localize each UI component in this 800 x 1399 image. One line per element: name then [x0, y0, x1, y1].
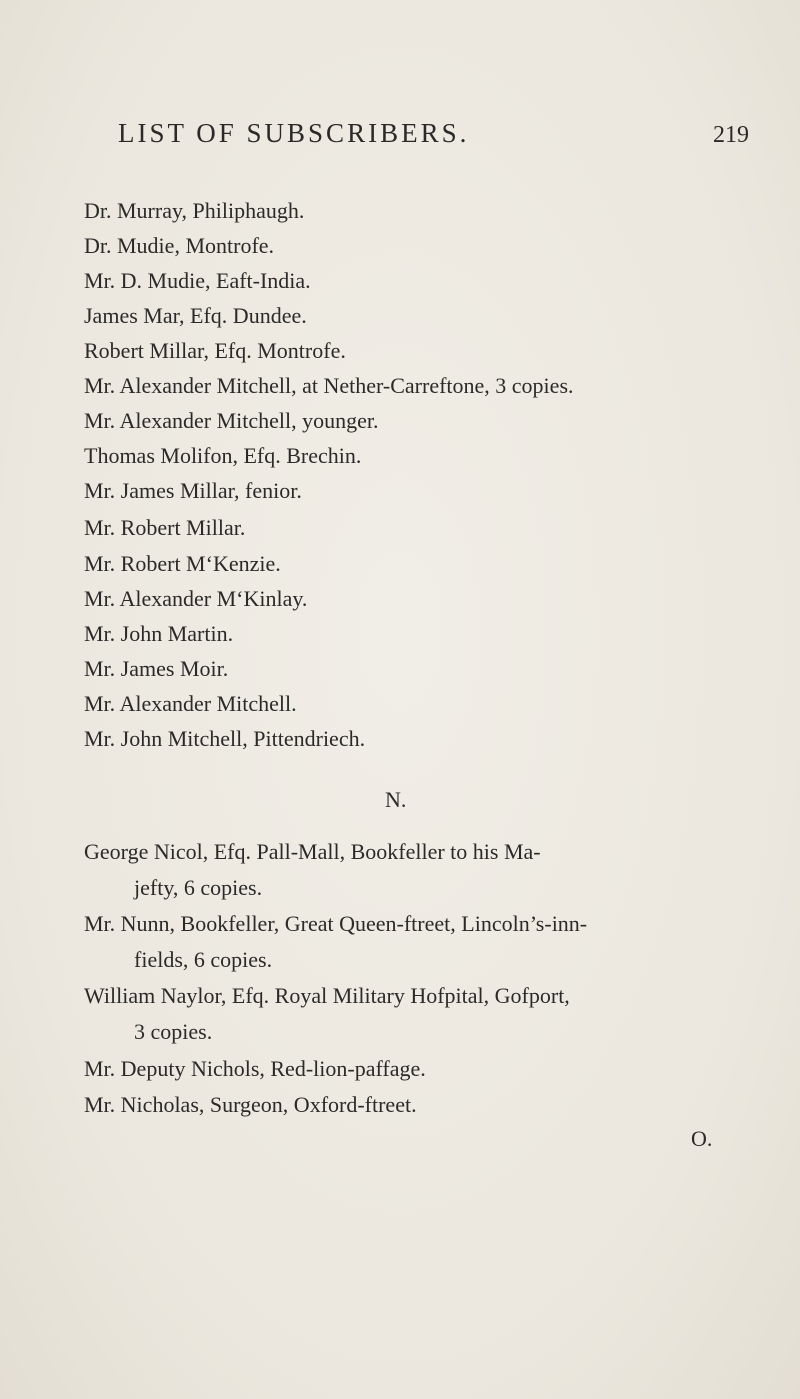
- subscriber-entry-continuation: fields, 6 copies.: [134, 947, 273, 972]
- subscriber-entry: Dr. Mudie, Montrofe.: [84, 233, 275, 258]
- subscriber-entry: Mr. Alexander Mitchell, younger.: [84, 408, 379, 433]
- subscriber-entry: Mr. James Millar, fenior.: [84, 478, 302, 503]
- page-title: LIST OF SUBSCRIBERS.: [118, 118, 470, 148]
- subscriber-entry: Mr. Alexander Mitchell.: [84, 691, 297, 716]
- subscriber-entry: Mr. John Mitchell, Pittendriech.: [84, 726, 366, 751]
- subscriber-entry: Mr. Nunn, Bookfeller, Great Queen-ftreet, Lincoln’s-inn-: [84, 911, 588, 936]
- catchword: O.: [691, 1126, 713, 1151]
- subscriber-entry: Mr. John Martin.: [84, 621, 234, 646]
- running-header: [0, 118, 800, 158]
- subscriber-entry: Mr. Alexander Mitchell, at Nether-Carreftone, 3 copies.: [84, 373, 574, 398]
- subscriber-entry-continuation: jefty, 6 copies.: [134, 875, 263, 900]
- subscriber-entry: James Mar, Efq. Dundee.: [84, 303, 307, 328]
- section-letter-n: N.: [385, 787, 407, 812]
- subscriber-entry: Mr. Robert Millar.: [84, 515, 246, 540]
- subscriber-entry: Mr. James Moir.: [84, 656, 229, 681]
- subscriber-entry-continuation: 3 copies.: [134, 1019, 213, 1044]
- subscriber-entry: Mr. Robert M‘Kenzie.: [84, 551, 281, 576]
- subscriber-entry: Mr. Alexander M‘Kinlay.: [84, 586, 308, 611]
- subscriber-entry: Dr. Murray, Philiphaugh.: [84, 198, 305, 223]
- subscriber-entry: Thomas Molifon, Efq. Brechin.: [84, 443, 362, 468]
- subscriber-entry: George Nicol, Efq. Pall-Mall, Bookfeller to his Ma-: [84, 839, 541, 864]
- subscriber-entry: Robert Millar, Efq. Montrofe.: [84, 338, 346, 363]
- subscriber-entry: Mr. Deputy Nichols, Red-lion-paffage.: [84, 1056, 426, 1081]
- subscriber-entry: William Naylor, Efq. Royal Military Hofpital, Gofport,: [84, 983, 570, 1008]
- subscriber-entry: Mr. Nicholas, Surgeon, Oxford-ftreet.: [84, 1092, 417, 1117]
- page-number: 219: [713, 122, 749, 148]
- subscriber-entry: Mr. D. Mudie, Eaft-India.: [84, 268, 311, 293]
